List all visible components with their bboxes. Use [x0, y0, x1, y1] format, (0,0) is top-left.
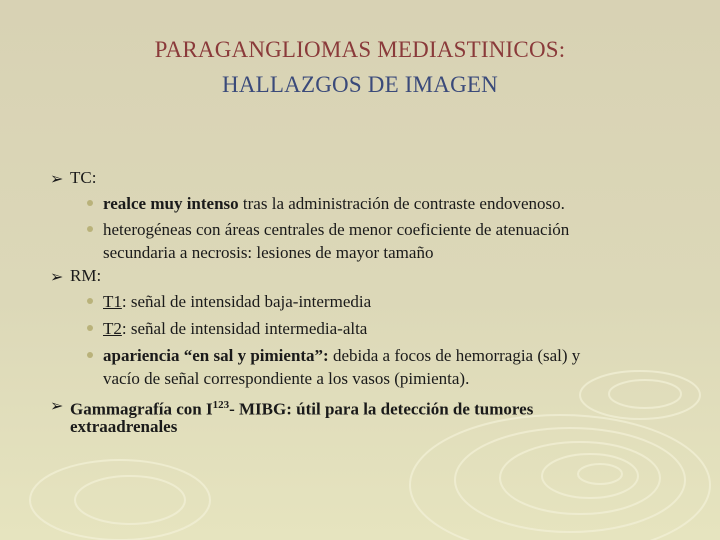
rm-item-3-line2: vacío de señal correspondiente a los vasos (pimienta). — [103, 369, 470, 388]
slide-title-line1: PARAGANGLIOMAS MEDIASTINICOS: — [154, 37, 566, 62]
rm-item-3-text: debida a focos de hemorragia (sal) y — [328, 346, 581, 365]
tc-item-1-text: tras la administración de contraste endovenoso. — [238, 194, 565, 213]
rm-heading: RM: — [70, 266, 102, 285]
rm-item-t2 — [103, 319, 367, 339]
gamma-line2: extraadrenales — [70, 417, 178, 436]
bullet-dot-icon — [87, 200, 93, 206]
gamma-line1 — [70, 395, 533, 420]
arrow-bullet-icon: ➢ — [50, 398, 64, 415]
t1-text: : señal de intensidad baja-intermedia — [121, 292, 372, 311]
bullet-dot-icon — [87, 298, 93, 304]
rm-item-t1 — [103, 292, 371, 312]
t2-text: : señal de intensidad intermedia-alta — [121, 319, 368, 338]
arrow-bullet-icon: ➢ — [50, 269, 64, 286]
slide-title-line2: HALLAZGOS DE IMAGEN — [222, 72, 498, 97]
tc-item-2-line1: heterogéneas con áreas centrales de menor coeficiente de atenuación — [103, 220, 570, 239]
tc-item-2-line2: secundaria a necrosis: lesiones de mayor tamaño — [103, 243, 434, 262]
tc-heading: TC: — [70, 168, 97, 187]
tc-item-1-bold: realce muy intenso — [103, 194, 239, 213]
arrow-bullet-icon: ➢ — [50, 171, 64, 188]
bullet-dot-icon — [87, 352, 93, 358]
bullet-dot-icon — [87, 325, 93, 331]
t1-label: T1 — [103, 292, 122, 311]
tc-item-1 — [103, 194, 565, 214]
gamma-text-1: Gammagrafía con I — [70, 399, 213, 419]
gamma-superscript: 123 — [212, 399, 230, 411]
gamma-text-2: - MIBG: útil para la detección de tumores — [229, 399, 534, 419]
bullet-dot-icon — [87, 226, 93, 232]
t2-label: T2 — [103, 319, 122, 338]
rm-item-3-bold: apariencia “en sal y pimienta”: — [103, 346, 329, 365]
rm-item-3-line1 — [103, 346, 580, 366]
